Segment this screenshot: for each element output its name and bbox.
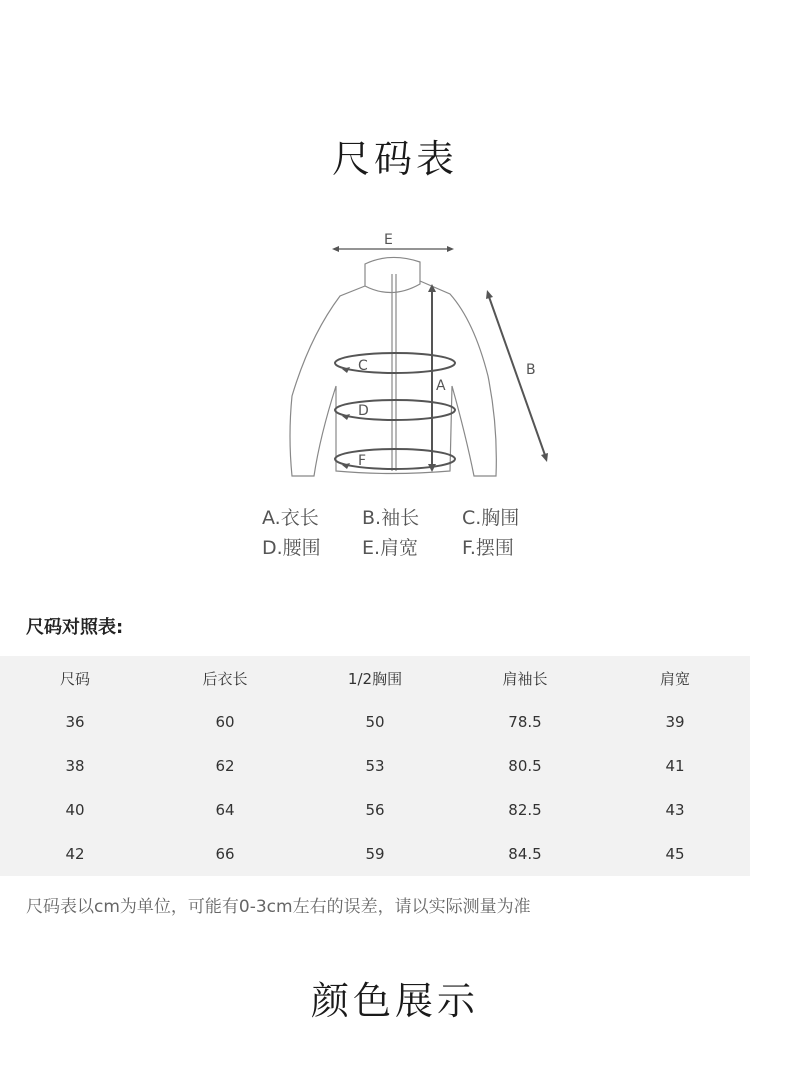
table-header-row <box>0 656 750 700</box>
table-cell: 62 <box>215 757 235 775</box>
label-a: A <box>436 378 446 394</box>
table-cell: 40 <box>65 801 85 819</box>
table-cell: 64 <box>215 801 235 819</box>
label-f: F <box>358 453 367 469</box>
table-cell: 53 <box>365 757 385 775</box>
legend-item: B.袖长 <box>362 507 420 529</box>
measurement-legend-row-2 <box>262 533 562 560</box>
legend-item: D.腰围 <box>262 537 321 559</box>
jacket-measurement-diagram <box>270 226 560 488</box>
table-header-cell: 肩袖长 <box>502 669 548 688</box>
table-cell: 41 <box>665 757 685 775</box>
table-cell: 78.5 <box>508 713 542 731</box>
table-cell: 39 <box>665 713 685 731</box>
table-cell: 38 <box>65 757 85 775</box>
table-cell: 45 <box>665 845 685 863</box>
table-cell: 59 <box>365 845 385 863</box>
table-cell: 36 <box>65 713 85 731</box>
table-row <box>0 788 750 832</box>
table-row <box>0 700 750 744</box>
size-chart-title: 尺码表 <box>331 137 458 181</box>
table-header-cell: 后衣长 <box>202 669 248 688</box>
legend-item: C.胸围 <box>462 507 520 529</box>
measurement-note: 尺码表以cm为单位，可能有0-3cm左右的误差，请以实际测量为准 <box>26 897 531 917</box>
table-row <box>0 832 750 876</box>
label-d: D <box>358 403 369 419</box>
label-c: C <box>358 358 368 374</box>
table-cell: 50 <box>365 713 385 731</box>
table-cell: 42 <box>65 845 85 863</box>
table-cell: 82.5 <box>508 801 542 819</box>
size-table-caption: 尺码对照表: <box>26 617 124 638</box>
table-cell: 56 <box>365 801 385 819</box>
table-header-cell: 尺码 <box>59 669 90 688</box>
color-display-title: 颜色展示 <box>310 979 479 1023</box>
size-table <box>0 656 750 876</box>
table-cell: 84.5 <box>508 845 542 863</box>
label-e: E <box>384 232 393 248</box>
label-b: B <box>526 362 536 378</box>
table-cell: 60 <box>215 713 235 731</box>
legend-item: E.肩宽 <box>362 537 419 559</box>
legend-item: F.摆围 <box>462 537 514 559</box>
legend-item: A.衣长 <box>262 507 319 529</box>
table-row <box>0 744 750 788</box>
table-cell: 66 <box>215 845 235 863</box>
table-cell: 43 <box>665 801 685 819</box>
table-cell: 80.5 <box>508 757 542 775</box>
table-header-cell: 肩宽 <box>659 669 690 688</box>
table-header-cell: 1/2胸围 <box>347 669 403 688</box>
measurement-legend-row-1 <box>262 503 562 530</box>
